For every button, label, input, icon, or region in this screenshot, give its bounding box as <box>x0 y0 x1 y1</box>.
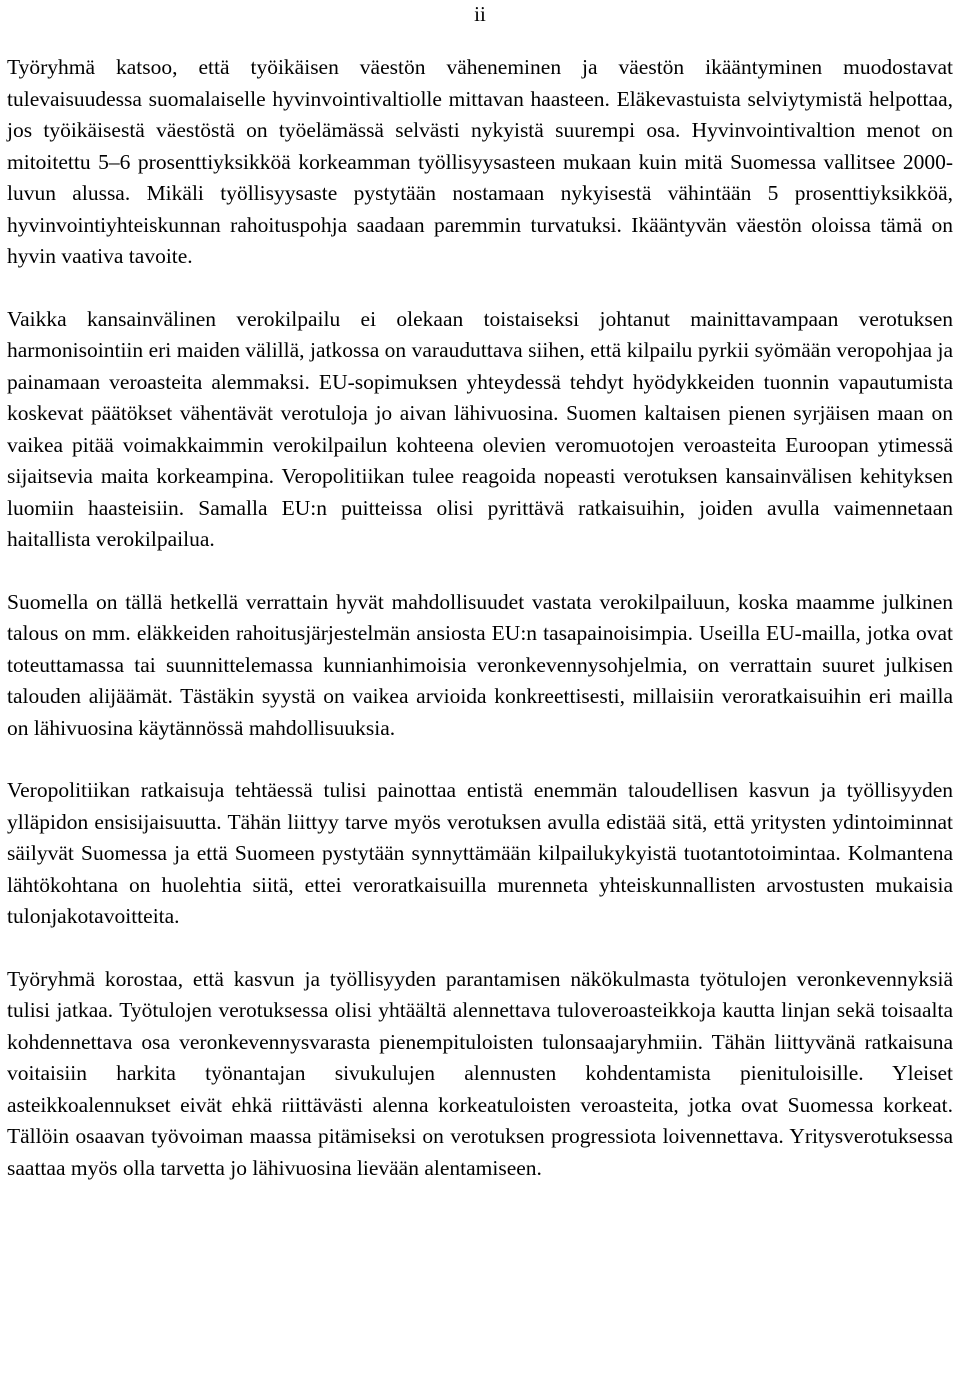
paragraph-tax-policy-priorities: Veropolitiikan ratkaisuja tehtäessä tulisi painottaa entistä enemmän taloudellisen kasvun ja työllisyyden ylläpidon ensisijaisuutta. Tähän liittyy tarve myös verotuksen avulla edistää sitä, että yritysten ydintoiminnat säilyvät Suomessa ja että Suomeen pystytään synnyttämään kilpailukykyistä tuotantotoimintaa. Kolmantena lähtökohtana on huolehtia siitä, ettei veroratkaisuilla murenneta yhteiskunnallisten arvostusten mukaisia tulonjakotavoitteita. <box>7 778 953 928</box>
page-number: ii <box>474 2 486 26</box>
paragraph-demographic-challenge: Työryhmä katsoo, että työikäisen väestön väheneminen ja väestön ikääntyminen muodostavat tulevaisuudessa suomalaiselle hyvinvointivaltiolle mittavan haasteen. Eläkevastuista selviytymistä helpottaa, jos työikäisestä väestöstä on työelämässä selvästi nykyistä suurempi osa. Hyvinvointivaltion menot on mitoitettu 5–6 prosenttiyksikköä korkeamman työllisyysasteen mukaan kuin mitä Suomessa vallitsee 2000-luvun alussa. Mikäli työllisyysaste pystytään nostamaan nykyisestä vähintään 5 prosenttiyksikköä, hyvinvointiyhteiskunnan rahoituspohja saadaan paremmin turvatuksi. Ikääntyvän väestön oloissa tämä on hyvin vaativa tavoite. <box>7 55 953 268</box>
paragraph-labour-tax-cuts: Työryhmä korostaa, että kasvun ja työllisyyden parantamisen näkökulmasta työtulojen veronkevennyksiä tulisi jatkaa. Työtulojen verotuksessa olisi yhtäältä alennettava tuloveroasteikkoja kautta linjan sekä toisaalta kohdennettava osa veronkevennysvarasta pienempituloisten tulonsaajaryhmiin. Tähän liittyvänä ratkaisuna voitaisiin harkita työnantajan sivukulujen alennusten kohdentamista pienituloisille. Yleiset asteikkoalennukset eivät ehkä riittävästi alenna korkeatuloisten veroasteita, jotka ovat Suomessa korkeat. Tällöin osaavan työvoiman maassa pitämiseksi on verotuksen progressiota loivennettava. Yritysverotuksessa saattaa myös olla tarvetta jo lähivuosina lievään alentamiseen. <box>7 966 953 1180</box>
document-body <box>7 52 953 1184</box>
paragraph-tax-competition: Vaikka kansainvälinen verokilpailu ei olekaan toistaiseksi johtanut mainittavampaan verotuksen harmonisointiin eri maiden välillä, jatkossa on varauduttava siihen, että kilpailu pyrkii syömään veropohjaa ja painamaan veroasteita alemmaksi. EU-sopimuksen yhteydessä tehdyt hyödykkeiden tuonnin vapautumista koskevat päätökset vähentävät verotuloja jo aivan lähivuosina. Suomen kaltaisen pienen syrjäisen maan on vaikea pitää voimakkaimmin verokilpailun kohteena olevien veromuotojen veroasteita Euroopan ytimessä sijaitsevia maita korkeampina. Veropolitiikan tulee reagoida nopeasti verotuksen kansainvälisen kehityksen luomiin haasteisiin. Samalla EU:n puitteissa olisi pyrittävä ratkaisuihin, joiden avulla vaimennetaan haitallista verokilpailua. <box>7 306 953 551</box>
paragraph-finland-position: Suomella on tällä hetkellä verrattain hyvät mahdollisuudet vastata verokilpailuun, koska maamme julkinen talous on mm. eläkkeiden rahoitusjärjestelmän ansiosta EU:n tasapainoisimpia. Useilla EU-mailla, jotka ovat toteuttamassa tai suunnittelemassa kunnianhimoisia veronkevennysohjelmia, on verrattain suuret julkisen talouden alijäämät. Tästäkin syystä on vaikea arvioida konkreettisesti, millaisiin veroratkaisuihin eri mailla on lähivuosina käytännössä mahdollisuuksia. <box>7 589 953 740</box>
